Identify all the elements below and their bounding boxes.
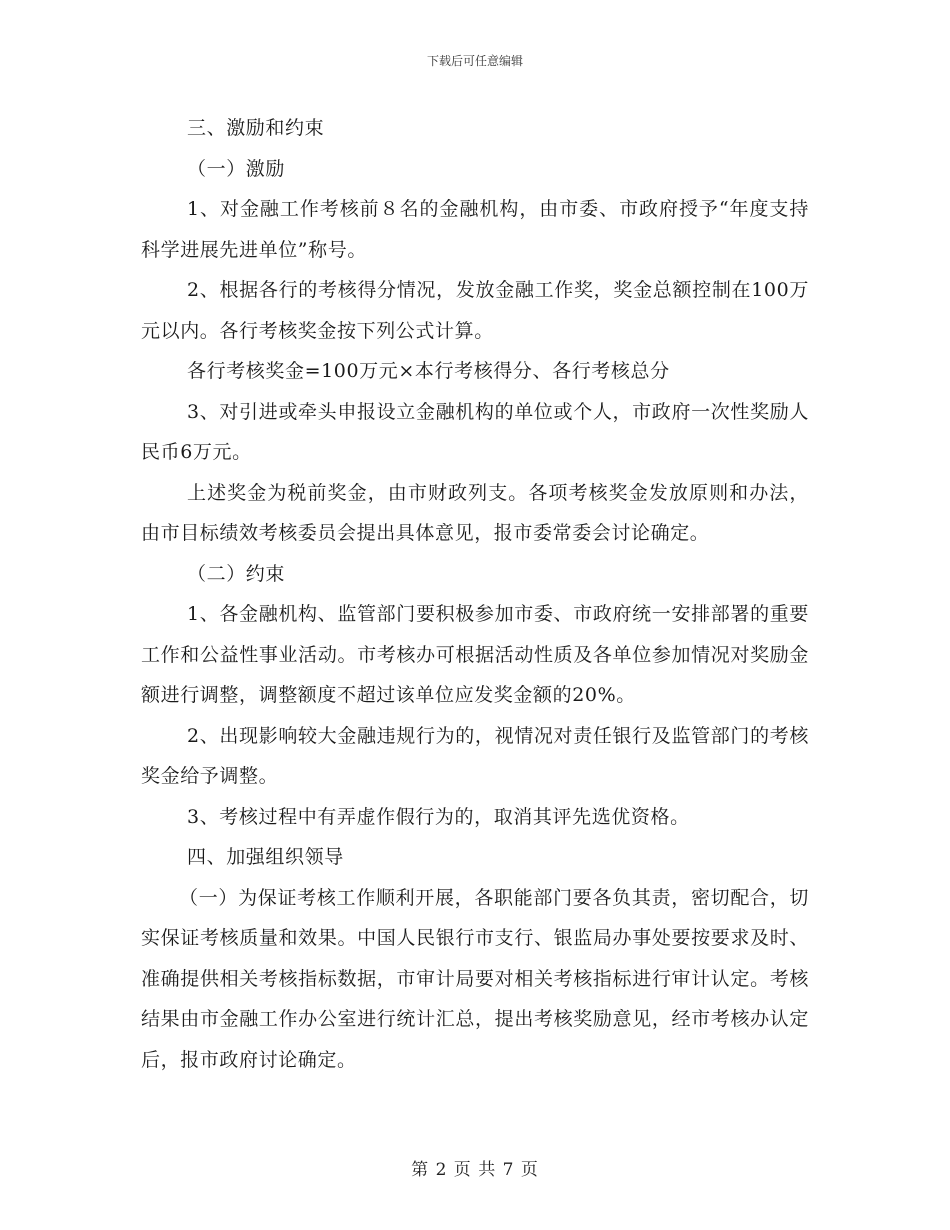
paragraph: 2、出现影响较大金融违规行为的，视情况对责任银行及监管部门的考核奖金给予调整。 xyxy=(141,724,809,787)
section-heading-3: 三、激励和约束 xyxy=(187,117,325,139)
paragraph: 1、对金融工作考核前８名的金融机构，由市委、市政府授予“年度支持科学进展先进单位”称号。 xyxy=(141,198,809,261)
paragraph: （一）为保证考核工作顺利开展，各职能部门要各负其责，密切配合，切实保证考核质量和效果。中国人民银行市支行、银监局办事处要按要求及时、准确提供相关考核指标数据，市审计局要对相关考核指标进行审计认定。考核结果由市金融工作办公室进行统计汇总，提出考核奖励意见，经市考核办认定后，报市政府讨论确定。 xyxy=(141,886,809,1071)
formula-line: 各行考核奖金=100万元×本行考核得分、各行考核总分 xyxy=(187,360,670,382)
document-body xyxy=(141,108,809,1080)
page-number-footer: 第 2 页 共 7 页 xyxy=(411,1160,539,1180)
paragraph: 1、各金融机构、监管部门要积极参加市委、市政府统一安排部署的重要工作和公益性事业活动。市考核办可根据活动性质及各单位参加情况对奖励金额进行调整，调整额度不超过该单位应发奖金额的20%。 xyxy=(141,603,809,706)
section-heading-4: 四、加强组织领导 xyxy=(187,846,344,868)
subsection-heading-incentive: （一）激励 xyxy=(187,157,286,180)
paragraph: 2、根据各行的考核得分情况，发放金融工作奖，奖金总额控制在100万元以内。各行考核奖金按下列公式计算。 xyxy=(141,279,809,342)
paragraph: 3、考核过程中有弄虚作假行为的，取消其评先选优资格。 xyxy=(187,805,690,828)
subsection-heading-constraint: （二）约束 xyxy=(187,562,286,585)
paragraph: 3、对引进或牵头申报设立金融机构的单位或个人，市政府一次性奖励人民币6万元。 xyxy=(141,400,809,463)
paragraph: 上述奖金为税前奖金，由市财政列支。各项考核奖金发放原则和办法，由市目标绩效考核委员会提出具体意见，报市委常委会讨论确定。 xyxy=(141,481,809,544)
header-note: 下载后可任意编辑 xyxy=(426,54,523,68)
